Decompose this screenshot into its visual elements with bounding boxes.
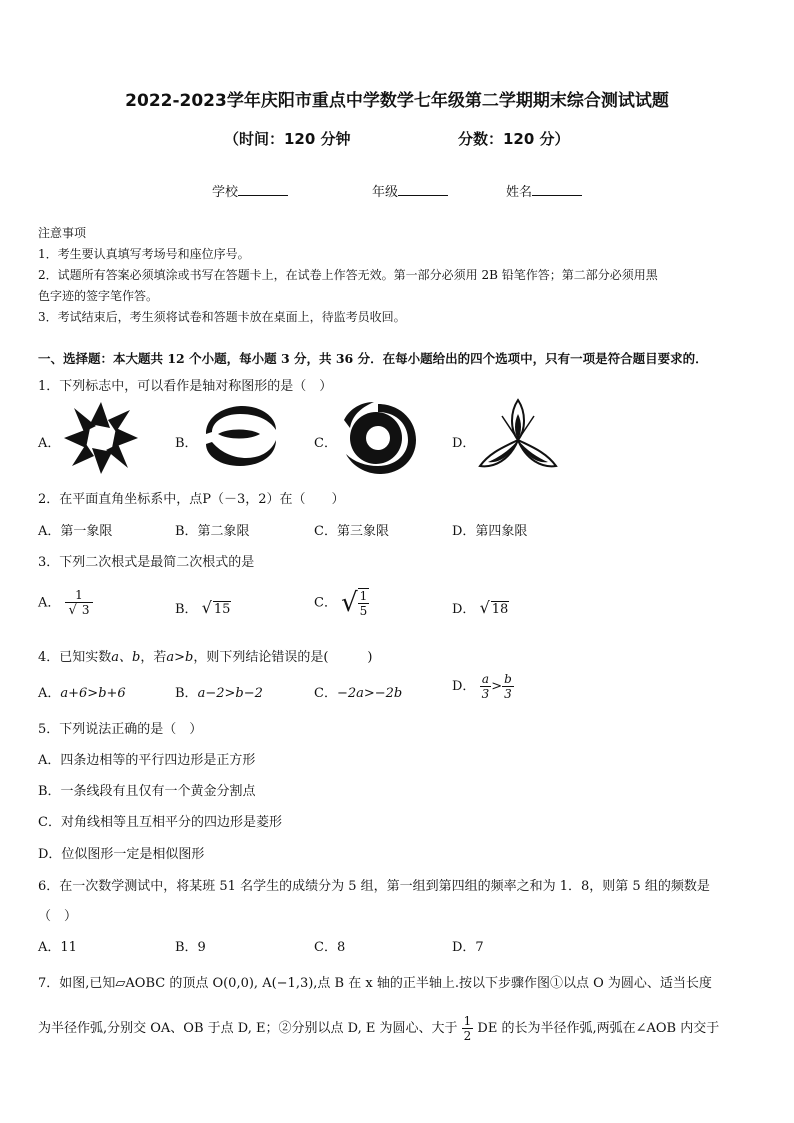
three-petal-logo-icon bbox=[476, 396, 560, 482]
q4-c-label: C． bbox=[314, 686, 337, 701]
sqrt-icon: √ bbox=[201, 598, 212, 617]
q4-stem-mid: ，若 bbox=[140, 650, 167, 665]
q5-option-b[interactable]: B．一条线段有且仅有一个黄金分割点 bbox=[38, 784, 256, 799]
page-title: 2022-2023学年庆阳市重点中学数学七年级第二学期期末综合测试试题 bbox=[125, 91, 669, 111]
q3-a-num: 1 bbox=[65, 588, 94, 603]
q4-stem-vars: a、b bbox=[111, 650, 141, 665]
exam-score: 分数：120 分） bbox=[458, 130, 570, 148]
q2-option-b[interactable]: B．第二象限 bbox=[175, 524, 250, 539]
q4-stem-pre: 4．已知实数 bbox=[38, 650, 112, 665]
q7-line2-pre: 为半径作弧,分别交 OA、OB 于点 D, E；②分别以点 D, E 为圆心、大于 bbox=[38, 1021, 458, 1036]
q5-option-a[interactable]: A．四条边相等的平行四边形是正方形 bbox=[38, 753, 256, 768]
q6-option-a[interactable]: A．11 bbox=[38, 940, 77, 955]
q3-option-b[interactable] bbox=[175, 598, 231, 617]
q4-a-label: A． bbox=[38, 686, 61, 701]
q4-option-a[interactable] bbox=[38, 682, 126, 701]
spiral-logo-icon bbox=[338, 400, 418, 476]
q3-option-d[interactable] bbox=[452, 598, 509, 617]
name-blank[interactable] bbox=[532, 183, 582, 196]
q3-c-fraction bbox=[358, 588, 370, 618]
q1-option-c[interactable]: C． bbox=[314, 436, 337, 451]
q3-d-radicand: 18 bbox=[491, 602, 509, 617]
q4-d-num2: b bbox=[504, 672, 512, 686]
q4-option-c[interactable] bbox=[314, 682, 402, 701]
q4-c-expr: −2a>−2b bbox=[336, 686, 403, 701]
q3-a-den-wrap: √ 3 bbox=[68, 603, 90, 618]
q3-c-label: C． bbox=[314, 595, 337, 611]
school-label: 学校 bbox=[212, 185, 239, 200]
q4-b-label: B． bbox=[175, 686, 198, 701]
sqrt-icon: √ bbox=[479, 598, 490, 617]
q4-d-gt: > bbox=[491, 679, 503, 694]
q3-c-num: 1 bbox=[359, 589, 368, 603]
notes-item: 2．试题所有答案必须填涂或书写在答题卡上，在试卷上作答无效。第一部分必须用 2B 铅笔作答；第二部分必须用黑 bbox=[38, 268, 658, 282]
q4-d-den1: 3 bbox=[481, 687, 490, 701]
q6-option-b[interactable]: B．9 bbox=[175, 940, 206, 955]
q4-b-expr: a−2>b−2 bbox=[197, 686, 263, 701]
q3-c-den: 5 bbox=[359, 604, 368, 618]
q2-option-a[interactable]: A．第一象限 bbox=[38, 524, 113, 539]
q2-option-c[interactable]: C．第三象限 bbox=[314, 524, 389, 539]
q6-stem: 6．在一次数学测试中，将某班 51 名学生的成绩分为 5 组，第一组到第四组的频率之和为 1．8，则第 5 组的频数是 bbox=[38, 879, 710, 894]
notes-block bbox=[38, 223, 758, 328]
notes-heading: 注意事项 bbox=[38, 226, 87, 240]
q3-b-label: B． bbox=[175, 602, 198, 617]
school-blank[interactable] bbox=[238, 183, 288, 196]
q7-frac-num: 1 bbox=[463, 1014, 472, 1028]
q7-frac-den: 2 bbox=[463, 1029, 472, 1043]
notes-item: 1．考生要认真填写考场号和座位序号。 bbox=[38, 247, 250, 261]
q6-stem-cont: （ ） bbox=[38, 909, 78, 924]
q3-stem: 3．下列二次根式是最简二次根式的是 bbox=[38, 555, 255, 570]
grade-label: 年级 bbox=[372, 185, 399, 200]
q5-stem: 5．下列说法正确的是（ ） bbox=[38, 722, 203, 737]
q4-d-frac1 bbox=[480, 672, 492, 701]
q6-option-c[interactable]: C．8 bbox=[314, 940, 346, 955]
q4-d-den2: 3 bbox=[504, 687, 512, 701]
star-logo-icon bbox=[60, 398, 142, 478]
q4-a-expr: a+6>b+6 bbox=[60, 686, 126, 701]
exam-time: （时间：120 分钟 bbox=[224, 130, 351, 148]
q3-option-a[interactable] bbox=[38, 588, 93, 618]
name-field[interactable] bbox=[506, 181, 582, 200]
q2-option-d[interactable]: D．第四象限 bbox=[452, 524, 528, 539]
q4-stem-post: ，则下列结论错误的是( ) bbox=[193, 650, 373, 665]
q3-b-radicand: 15 bbox=[213, 602, 231, 617]
q4-stem bbox=[38, 646, 373, 665]
q7-line1: 7．如图,已知▱AOBC 的顶点 O(0,0), A(−1,3),点 B 在 x 轴的正半轴上.按以下步骤作图①以点 O 为圆心、适当长度 bbox=[38, 976, 712, 991]
school-field[interactable] bbox=[212, 181, 288, 200]
q1-stem: 1．下列标志中，可以看作是轴对称图形的是（ ） bbox=[38, 379, 333, 394]
q3-a-fraction bbox=[65, 588, 94, 618]
q7-line2-post: DE 的长为半径作弧,两弧在∠AOB 内交于 bbox=[477, 1021, 720, 1036]
q7-line2 bbox=[38, 1014, 719, 1043]
notes-item: 色字迹的签字笔作答。 bbox=[38, 289, 159, 303]
q4-d-label: D． bbox=[452, 679, 476, 694]
q3-option-c[interactable] bbox=[314, 588, 369, 618]
notes-item: 3．考试结束后，考生须将试卷和答题卡放在桌面上，待监考员收回。 bbox=[38, 310, 406, 324]
q3-a-den: 3 bbox=[81, 603, 90, 617]
q4-d-frac2 bbox=[502, 672, 514, 701]
q4-stem-cond: a>b bbox=[166, 650, 194, 665]
q1-option-a[interactable]: A． bbox=[38, 436, 61, 451]
ring-logo-icon bbox=[198, 404, 280, 468]
q3-d-label: D． bbox=[452, 602, 476, 617]
q4-option-b[interactable] bbox=[175, 682, 263, 701]
q2-stem: 2．在平面直角坐标系中，点P（－3，2）在（ ） bbox=[38, 492, 345, 507]
q4-option-d[interactable] bbox=[452, 672, 514, 701]
q1-option-b[interactable]: B． bbox=[175, 436, 198, 451]
q6-option-d[interactable]: D．7 bbox=[452, 940, 484, 955]
q4-d-num1: a bbox=[480, 672, 492, 687]
name-label: 姓名 bbox=[506, 185, 533, 200]
section-heading: 一、选择题：本大题共 12 个小题，每小题 3 分，共 36 分．在每小题给出的四个选项中，只有一项是符合题目要求的． bbox=[38, 351, 708, 366]
q1-option-d[interactable]: D． bbox=[452, 436, 476, 451]
q3-a-label: A． bbox=[38, 595, 61, 611]
grade-blank[interactable] bbox=[398, 183, 448, 196]
sqrt-icon: √ bbox=[341, 588, 358, 618]
q7-fraction bbox=[462, 1014, 474, 1043]
q5-option-d[interactable]: D．位似图形一定是相似图形 bbox=[38, 847, 205, 862]
q5-option-c[interactable]: C．对角线相等且互相平分的四边形是菱形 bbox=[38, 815, 282, 830]
grade-field[interactable] bbox=[372, 181, 448, 200]
